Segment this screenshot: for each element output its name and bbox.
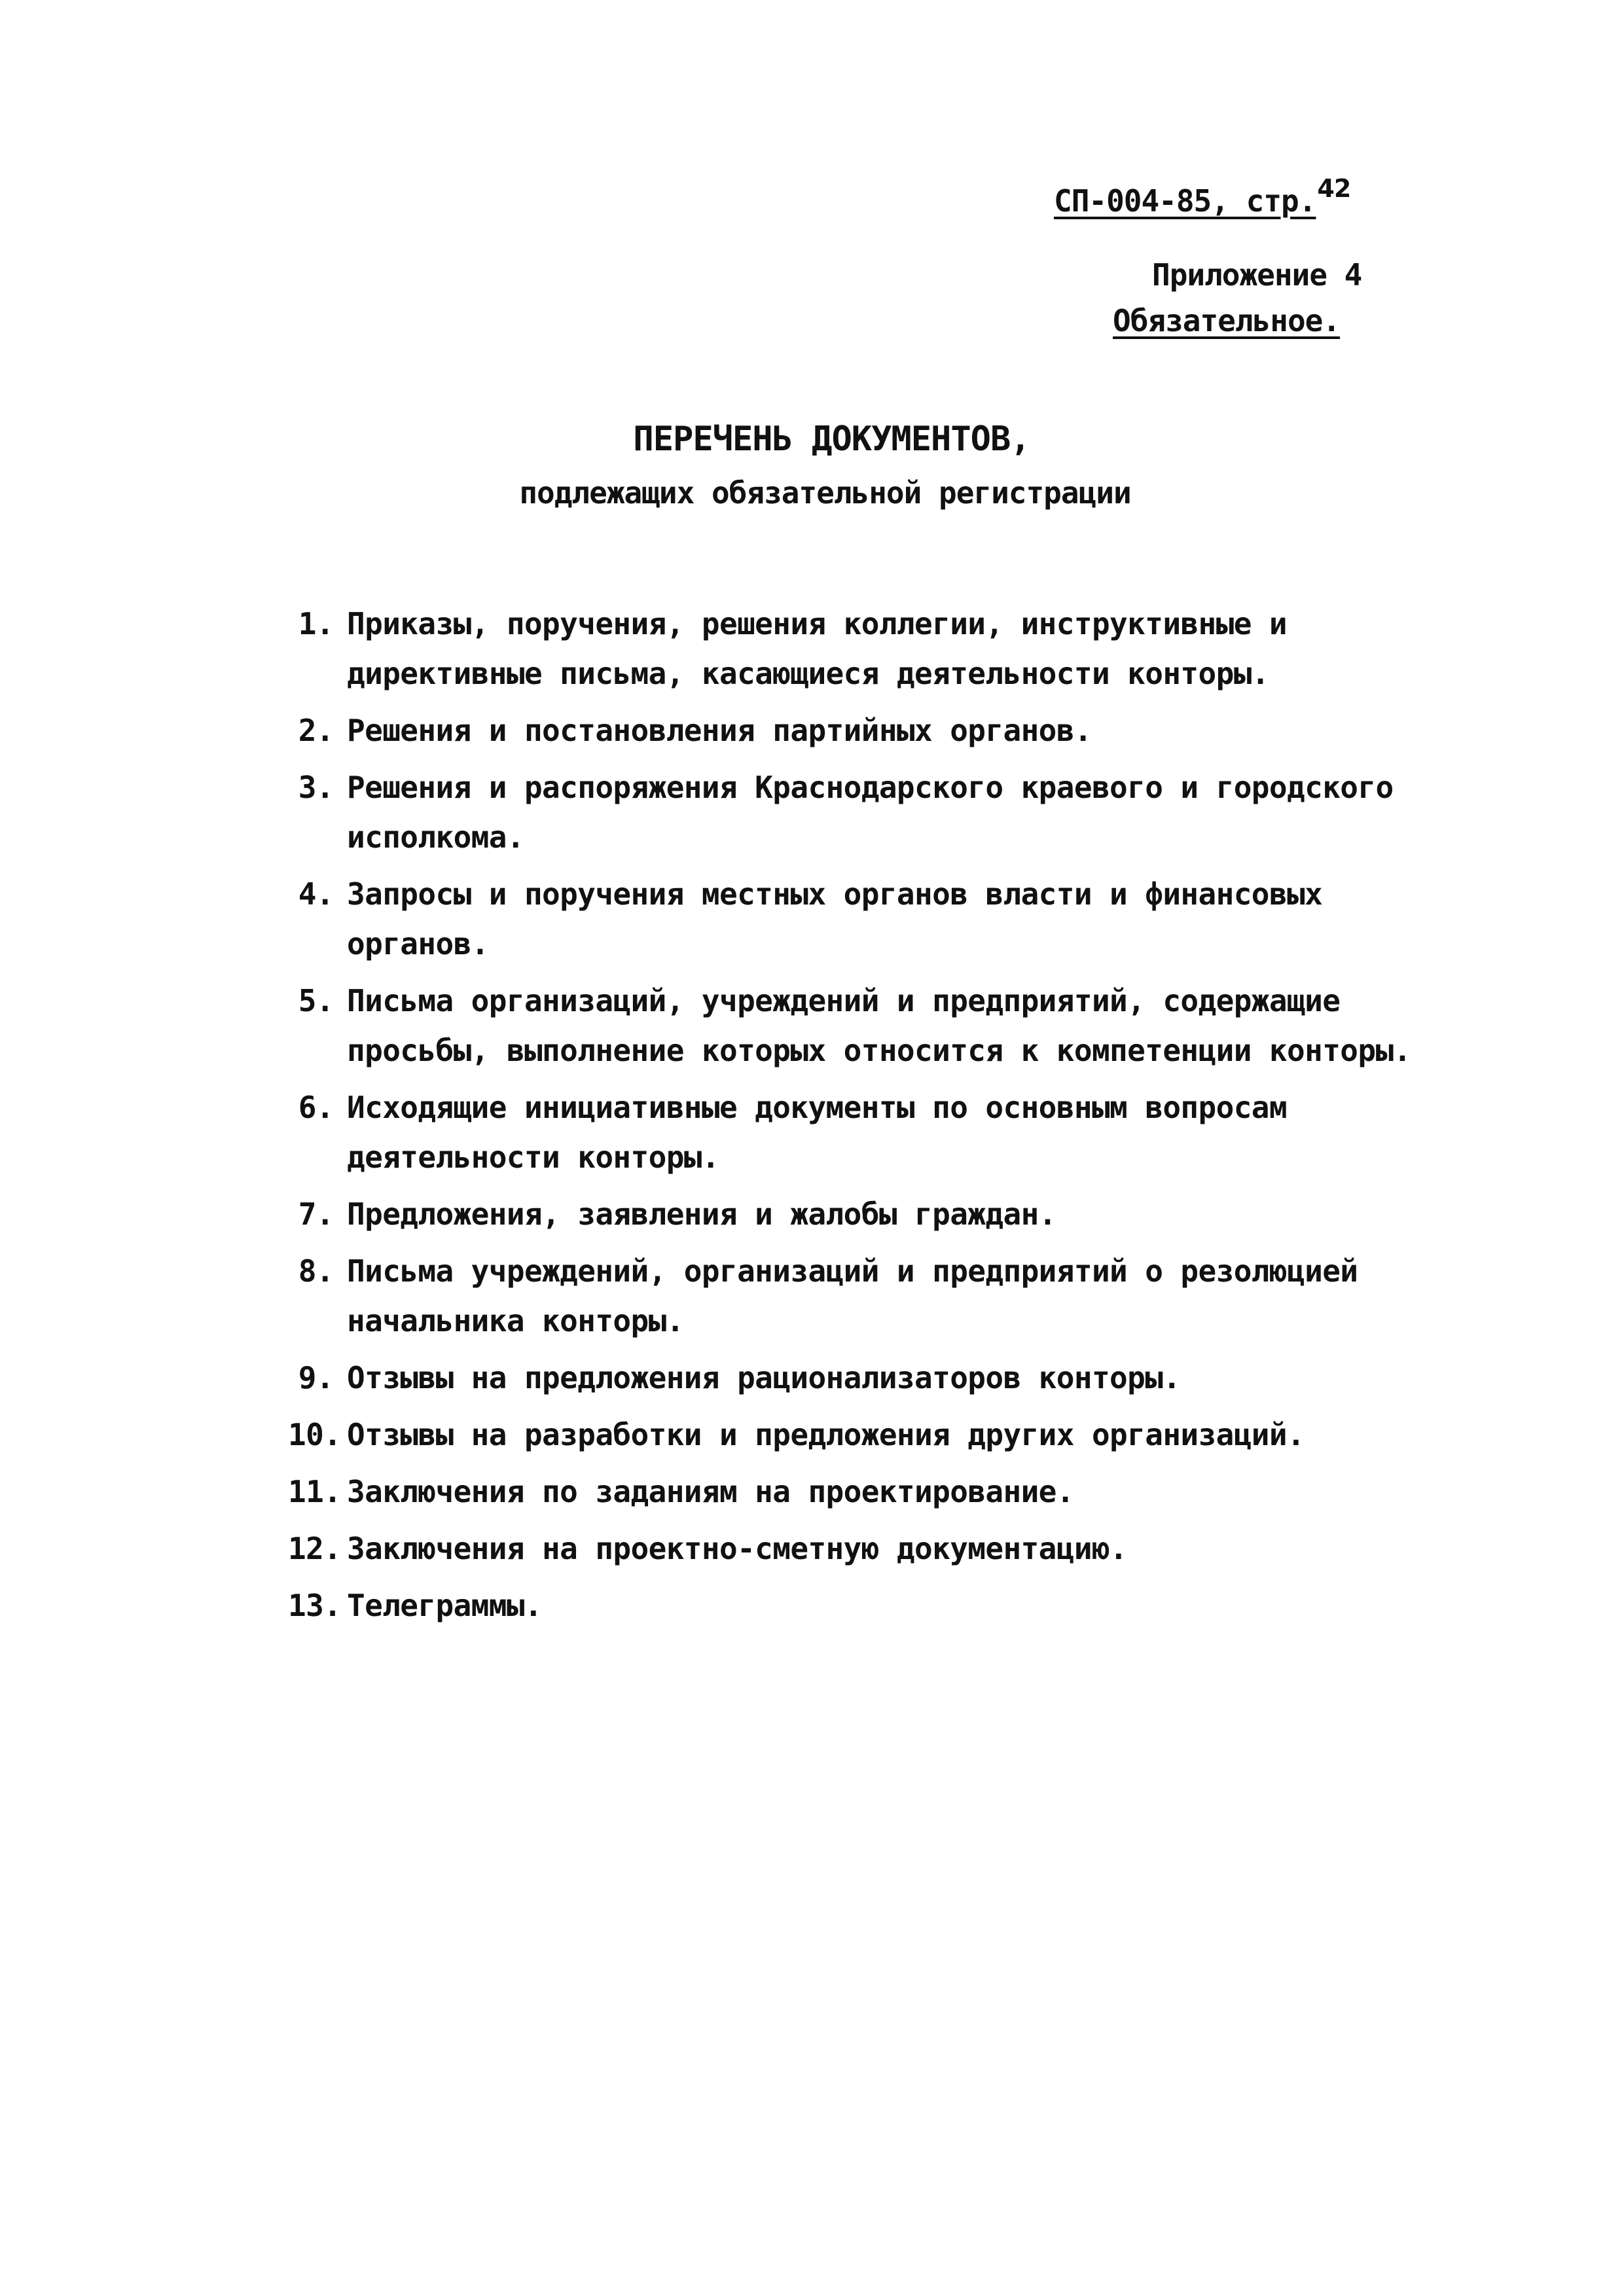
list-item-text: Запросы и поручения местных органов власти и финансовых органов. bbox=[347, 876, 1323, 961]
list-item-number: 1. bbox=[298, 606, 334, 641]
list-item-number: 13. bbox=[288, 1588, 342, 1623]
list-item-text: Телеграммы. bbox=[347, 1588, 543, 1623]
page-number: 42 bbox=[1317, 174, 1351, 203]
list-item bbox=[288, 1083, 1479, 1182]
list-item-text: Отзывы на предложения рационализаторов конторы. bbox=[347, 1360, 1181, 1395]
list-item-text: Письма учреждений, организаций и предприятий о резолюцией начальника конторы. bbox=[347, 1253, 1358, 1338]
document-list bbox=[288, 599, 1479, 1638]
list-item-text: Заключения на проектно-сметную документацию. bbox=[347, 1531, 1128, 1566]
appendix-label: Приложение 4 bbox=[1152, 257, 1362, 293]
list-item-text: Решения и распоряжения Краснодарского краевого и городского исполкома. bbox=[347, 770, 1394, 855]
list-item-number: 10. bbox=[288, 1417, 342, 1452]
list-item-number: 9. bbox=[298, 1360, 334, 1395]
list-item-number: 2. bbox=[298, 713, 334, 748]
document-code bbox=[1054, 174, 1420, 219]
list-item bbox=[288, 762, 1479, 862]
document-code-text: СП-004-85, стр. bbox=[1054, 183, 1316, 219]
list-item-number: 11. bbox=[288, 1474, 342, 1509]
list-item bbox=[288, 1410, 1479, 1460]
list-item bbox=[288, 1467, 1479, 1516]
list-item-number: 6. bbox=[298, 1090, 334, 1125]
list-item bbox=[288, 1189, 1479, 1239]
appendix-status: Обязательное. bbox=[1113, 303, 1341, 338]
title-line-2: подлежащих обязательной регистрации bbox=[519, 475, 1131, 511]
list-item-text: Заключения по заданиям на проектирование. bbox=[347, 1474, 1074, 1509]
list-item bbox=[288, 599, 1479, 698]
list-item-number: 4. bbox=[298, 876, 334, 912]
list-item-text: Исходящие инициативные документы по основным вопросам деятельности конторы. bbox=[347, 1090, 1288, 1175]
list-item bbox=[288, 1581, 1479, 1630]
list-item-text: Предложения, заявления и жалобы граждан. bbox=[347, 1196, 1056, 1232]
list-item bbox=[288, 1353, 1479, 1403]
list-item bbox=[288, 976, 1479, 1075]
list-item-text: Отзывы на разработки и предложения других организаций. bbox=[347, 1417, 1305, 1452]
list-item-number: 12. bbox=[288, 1531, 342, 1566]
list-item bbox=[288, 1246, 1479, 1346]
list-item-number: 3. bbox=[298, 770, 334, 805]
list-item-text: Приказы, поручения, решения коллегии, инструктивные и директивные письма, касающиеся деятельности конторы. bbox=[347, 606, 1288, 691]
list-item-number: 7. bbox=[298, 1196, 334, 1232]
title-line-1: ПЕРЕЧЕНЬ ДОКУМЕНТОВ, bbox=[633, 420, 1030, 459]
list-item bbox=[288, 869, 1479, 969]
list-item-text: Решения и постановления партийных органов. bbox=[347, 713, 1092, 748]
list-item-number: 5. bbox=[298, 983, 334, 1018]
list-item bbox=[288, 1524, 1479, 1573]
appendix-block bbox=[1113, 252, 1440, 344]
document-title bbox=[0, 412, 1624, 520]
list-item bbox=[288, 706, 1479, 755]
list-item-number: 8. bbox=[298, 1253, 334, 1289]
list-item-text: Письма организаций, учреждений и предприятий, содержащие просьбы, выполнение которых относится к компетенции конторы. bbox=[347, 983, 1411, 1068]
